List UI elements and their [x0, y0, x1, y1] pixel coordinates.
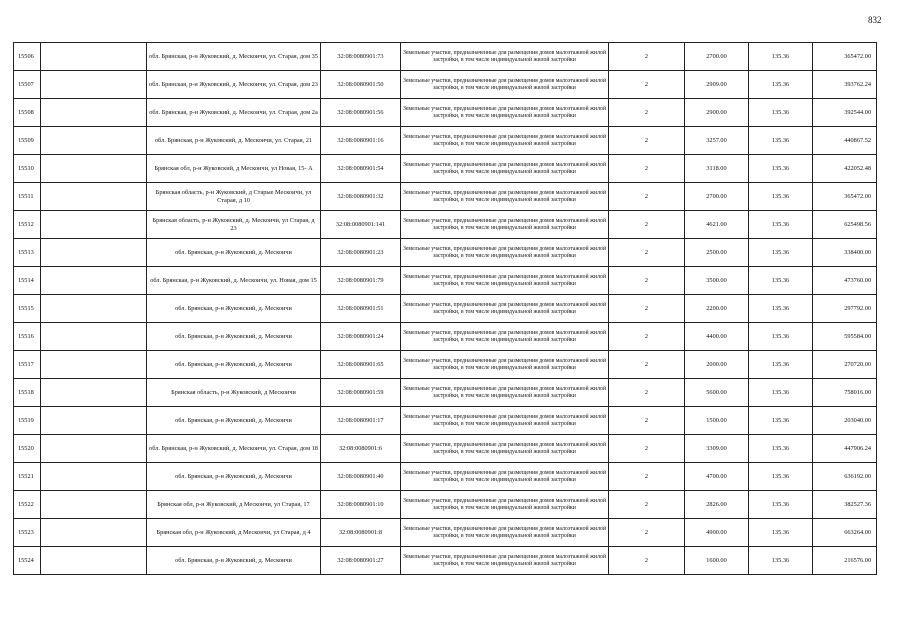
category-cell: 2 — [609, 379, 685, 407]
category-cell: 2 — [609, 519, 685, 547]
address-cell: обл. Брянская, р-н Жуковский, д. Мескоичи — [147, 323, 321, 351]
empty-cell — [41, 43, 147, 71]
cadastral-number-cell: 32:08:0080901:141 — [321, 211, 401, 239]
table-row — [14, 351, 877, 379]
cadastral-value-cell: 338400.00 — [813, 239, 877, 267]
cadastral-value-cell: 393762.24 — [813, 71, 877, 99]
cadastral-number-cell: 32:08:0080901:73 — [321, 43, 401, 71]
empty-cell — [41, 183, 147, 211]
rate-cell: 135.36 — [749, 323, 813, 351]
land-use-cell: Земельные участки, предназначенные для размещения домов малоэтажной жилой застройки, в том числе индивидуальной жилой застройки — [401, 463, 609, 491]
land-use-cell: Земельные участки, предназначенные для размещения домов малоэтажной жилой застройки, в том числе индивидуальной жилой застройки — [401, 211, 609, 239]
address-cell: обл. Брянская, р-н Жуковский, д. Мескоичи, ул. Новая, дом 15 — [147, 267, 321, 295]
cadastral-number-cell: 32:08:0080901:6 — [321, 435, 401, 463]
land-use-cell: Земельные участки, предназначенные для размещения домов малоэтажной жилой застройки, в том числе индивидуальной жилой застройки — [401, 435, 609, 463]
empty-cell — [41, 295, 147, 323]
land-use-cell: Земельные участки, предназначенные для размещения домов малоэтажной жилой застройки, в том числе индивидуальной жилой застройки — [401, 379, 609, 407]
cadastral-value-cell: 663264.00 — [813, 519, 877, 547]
area-cell: 2000.00 — [685, 351, 749, 379]
area-cell: 1500.00 — [685, 407, 749, 435]
record-number-cell: 15509 — [14, 127, 41, 155]
record-number-cell: 15514 — [14, 267, 41, 295]
address-cell: обл. Брянская, р-н Жуковский, д. Мескоичи — [147, 351, 321, 379]
area-cell: 4400.00 — [685, 323, 749, 351]
land-use-cell: Земельные участки, предназначенные для размещения домов малоэтажной жилой застройки, в том числе индивидуальной жилой застройки — [401, 183, 609, 211]
area-cell: 3309.00 — [685, 435, 749, 463]
category-cell: 2 — [609, 239, 685, 267]
land-use-cell: Земельные участки, предназначенные для размещения домов малоэтажной жилой застройки, в том числе индивидуальной жилой застройки — [401, 323, 609, 351]
empty-cell — [41, 323, 147, 351]
table-body — [14, 43, 877, 575]
land-register-table — [13, 42, 877, 575]
table-row — [14, 127, 877, 155]
land-use-cell: Земельные участки, предназначенные для размещения домов малоэтажной жилой застройки, в том числе индивидуальной жилой застройки — [401, 127, 609, 155]
address-cell: Брянская область, р-н Жуковский, д Мескоичи — [147, 379, 321, 407]
address-cell: обл. Брянская, р-н Жуковский, д. Мескоичи, ул. Старая, 21 — [147, 127, 321, 155]
area-cell: 3118.00 — [685, 155, 749, 183]
area-cell: 2200.00 — [685, 295, 749, 323]
rate-cell: 135.36 — [749, 379, 813, 407]
cadastral-number-cell: 32:08:0080901:16 — [321, 127, 401, 155]
address-cell: Брянская область, р-н Жуковский, д Старые Мескоичи, ул Старая, д 10 — [147, 183, 321, 211]
record-number-cell: 15510 — [14, 155, 41, 183]
category-cell: 2 — [609, 407, 685, 435]
record-number-cell: 15522 — [14, 491, 41, 519]
record-number-cell: 15524 — [14, 547, 41, 575]
table-row — [14, 239, 877, 267]
address-cell: Брянская обл, р-н Жуковский, д Мескоичи, ул Старая, д 4 — [147, 519, 321, 547]
cadastral-number-cell: 32:08:0080901:27 — [321, 547, 401, 575]
category-cell: 2 — [609, 211, 685, 239]
land-use-cell: Земельные участки, предназначенные для размещения домов малоэтажной жилой застройки, в том числе индивидуальной жилой застройки — [401, 43, 609, 71]
rate-cell: 135.36 — [749, 99, 813, 127]
record-number-cell: 15515 — [14, 295, 41, 323]
empty-cell — [41, 547, 147, 575]
empty-cell — [41, 407, 147, 435]
rate-cell: 135.36 — [749, 435, 813, 463]
page-number: 832 — [868, 15, 882, 25]
cadastral-number-cell: 32:08:0080901:54 — [321, 155, 401, 183]
area-cell: 4700.00 — [685, 463, 749, 491]
cadastral-number-cell: 32:08:0080901:8 — [321, 519, 401, 547]
category-cell: 2 — [609, 463, 685, 491]
category-cell: 2 — [609, 435, 685, 463]
rate-cell: 135.36 — [749, 351, 813, 379]
category-cell: 2 — [609, 491, 685, 519]
table-row — [14, 407, 877, 435]
cadastral-number-cell: 32:08:0080901:50 — [321, 71, 401, 99]
cadastral-value-cell: 595584.00 — [813, 323, 877, 351]
table-row — [14, 491, 877, 519]
empty-cell — [41, 155, 147, 183]
land-use-cell: Земельные участки, предназначенные для размещения домов малоэтажной жилой застройки, в том числе индивидуальной жилой застройки — [401, 71, 609, 99]
land-use-cell: Земельные участки, предназначенные для размещения домов малоэтажной жилой застройки, в том числе индивидуальной жилой застройки — [401, 239, 609, 267]
land-use-cell: Земельные участки, предназначенные для размещения домов малоэтажной жилой застройки, в том числе индивидуальной жилой застройки — [401, 99, 609, 127]
address-cell: Брянская обл, р-н Жуковский, д Мескоичи, ул Новая, 15- А — [147, 155, 321, 183]
cadastral-value-cell: 447906.24 — [813, 435, 877, 463]
record-number-cell: 15512 — [14, 211, 41, 239]
cadastral-value-cell: 440867.52 — [813, 127, 877, 155]
area-cell: 2909.00 — [685, 71, 749, 99]
rate-cell: 135.36 — [749, 155, 813, 183]
cadastral-value-cell: 422052.48 — [813, 155, 877, 183]
address-cell: обл. Брянская, р-н Жуковский, д. Мескоичи — [147, 407, 321, 435]
table-row — [14, 379, 877, 407]
area-cell: 2500.00 — [685, 239, 749, 267]
land-use-cell: Земельные участки, предназначенные для размещения домов малоэтажной жилой застройки, в том числе индивидуальной жилой застройки — [401, 491, 609, 519]
cadastral-number-cell: 32:08:0080901:17 — [321, 407, 401, 435]
rate-cell: 135.36 — [749, 239, 813, 267]
address-cell: обл. Брянская, р-н Жуковский, д. Мескоичи — [147, 547, 321, 575]
table-row — [14, 43, 877, 71]
address-cell: обл. Брянская, р-н Жуковский, д. Мескоичи, ул. Старая, дом 18 — [147, 435, 321, 463]
table-row — [14, 323, 877, 351]
category-cell: 2 — [609, 183, 685, 211]
empty-cell — [41, 211, 147, 239]
land-use-cell: Земельные участки, предназначенные для размещения домов малоэтажной жилой застройки, в том числе индивидуальной жилой застройки — [401, 519, 609, 547]
empty-cell — [41, 351, 147, 379]
cadastral-value-cell: 382527.36 — [813, 491, 877, 519]
address-cell: Брянская обл, р-н Жуковский, д Мескоичи, ул Старая, 17 — [147, 491, 321, 519]
empty-cell — [41, 239, 147, 267]
area-cell: 5600.00 — [685, 379, 749, 407]
cadastral-number-cell: 32:08:0080901:40 — [321, 463, 401, 491]
address-cell: обл. Брянская, р-н Жуковский, д. Мескоичи, ул. Старая, дом 23 — [147, 71, 321, 99]
record-number-cell: 15518 — [14, 379, 41, 407]
cadastral-value-cell: 625498.56 — [813, 211, 877, 239]
record-number-cell: 15516 — [14, 323, 41, 351]
cadastral-number-cell: 32:08:0080901:51 — [321, 295, 401, 323]
area-cell: 3500.00 — [685, 267, 749, 295]
category-cell: 2 — [609, 99, 685, 127]
record-number-cell: 15507 — [14, 71, 41, 99]
empty-cell — [41, 463, 147, 491]
category-cell: 2 — [609, 295, 685, 323]
empty-cell — [41, 71, 147, 99]
land-use-cell: Земельные участки, предназначенные для размещения домов малоэтажной жилой застройки, в том числе индивидуальной жилой застройки — [401, 155, 609, 183]
land-use-cell: Земельные участки, предназначенные для размещения домов малоэтажной жилой застройки, в том числе индивидуальной жилой застройки — [401, 351, 609, 379]
cadastral-number-cell: 32:08:0080901:79 — [321, 267, 401, 295]
cadastral-number-cell: 32:08:0080901:23 — [321, 239, 401, 267]
cadastral-value-cell: 216576.00 — [813, 547, 877, 575]
rate-cell: 135.36 — [749, 407, 813, 435]
table-row — [14, 435, 877, 463]
rate-cell: 135.36 — [749, 295, 813, 323]
empty-cell — [41, 379, 147, 407]
area-cell: 2900.00 — [685, 99, 749, 127]
record-number-cell: 15517 — [14, 351, 41, 379]
address-cell: обл. Брянская, р-н Жуковский, д. Мескоичи, ул. Старая, дом 35 — [147, 43, 321, 71]
record-number-cell: 15508 — [14, 99, 41, 127]
cadastral-value-cell: 636192.00 — [813, 463, 877, 491]
empty-cell — [41, 267, 147, 295]
cadastral-value-cell: 203040.00 — [813, 407, 877, 435]
category-cell: 2 — [609, 547, 685, 575]
land-use-cell: Земельные участки, предназначенные для размещения домов малоэтажной жилой застройки, в том числе индивидуальной жилой застройки — [401, 267, 609, 295]
category-cell: 2 — [609, 127, 685, 155]
cadastral-value-cell: 473760.00 — [813, 267, 877, 295]
empty-cell — [41, 519, 147, 547]
rate-cell: 135.36 — [749, 519, 813, 547]
cadastral-value-cell: 392544.00 — [813, 99, 877, 127]
category-cell: 2 — [609, 323, 685, 351]
rate-cell: 135.36 — [749, 547, 813, 575]
rate-cell: 135.36 — [749, 211, 813, 239]
record-number-cell: 15519 — [14, 407, 41, 435]
record-number-cell: 15523 — [14, 519, 41, 547]
rate-cell: 135.36 — [749, 43, 813, 71]
record-number-cell: 15506 — [14, 43, 41, 71]
area-cell: 2826.00 — [685, 491, 749, 519]
address-cell: обл. Брянская, р-н Жуковский, д. Мескоичи — [147, 463, 321, 491]
table-row — [14, 547, 877, 575]
area-cell: 4900.00 — [685, 519, 749, 547]
table-row — [14, 519, 877, 547]
category-cell: 2 — [609, 155, 685, 183]
area-cell: 2700.00 — [685, 183, 749, 211]
rate-cell: 135.36 — [749, 463, 813, 491]
area-cell: 4621.00 — [685, 211, 749, 239]
cadastral-value-cell: 365472.00 — [813, 183, 877, 211]
area-cell: 2700.00 — [685, 43, 749, 71]
record-number-cell: 15521 — [14, 463, 41, 491]
cadastral-number-cell: 32:08:0080901:32 — [321, 183, 401, 211]
category-cell: 2 — [609, 351, 685, 379]
area-cell: 3257.00 — [685, 127, 749, 155]
rate-cell: 135.36 — [749, 491, 813, 519]
address-cell: обл. Брянская, р-н Жуковский, д. Мескоичи, ул. Старая, дом 2а — [147, 99, 321, 127]
cadastral-number-cell: 32:08:0080901:10 — [321, 491, 401, 519]
address-cell: обл. Брянская, р-н Жуковский, д. Мескоичи — [147, 239, 321, 267]
cadastral-number-cell: 32:08:0080901:65 — [321, 351, 401, 379]
rate-cell: 135.36 — [749, 71, 813, 99]
empty-cell — [41, 127, 147, 155]
area-cell: 1600.00 — [685, 547, 749, 575]
table-row — [14, 155, 877, 183]
land-use-cell: Земельные участки, предназначенные для размещения домов малоэтажной жилой застройки, в том числе индивидуальной жилой застройки — [401, 547, 609, 575]
category-cell: 2 — [609, 71, 685, 99]
record-number-cell: 15511 — [14, 183, 41, 211]
rate-cell: 135.36 — [749, 267, 813, 295]
table-row — [14, 295, 877, 323]
empty-cell — [41, 491, 147, 519]
land-use-cell: Земельные участки, предназначенные для размещения домов малоэтажной жилой застройки, в том числе индивидуальной жилой застройки — [401, 407, 609, 435]
cadastral-value-cell: 365472.00 — [813, 43, 877, 71]
address-cell: Брянская область, р-н Жуковский, д. Мескоичи, ул Старая, д 23 — [147, 211, 321, 239]
cadastral-value-cell: 270720.00 — [813, 351, 877, 379]
table-row — [14, 99, 877, 127]
category-cell: 2 — [609, 43, 685, 71]
cadastral-number-cell: 32:08:0080901:59 — [321, 379, 401, 407]
table-row — [14, 463, 877, 491]
address-cell: обл. Брянская, р-н Жуковский, д. Мескоичи — [147, 295, 321, 323]
rate-cell: 135.36 — [749, 127, 813, 155]
empty-cell — [41, 435, 147, 463]
record-number-cell: 15520 — [14, 435, 41, 463]
table-row — [14, 183, 877, 211]
category-cell: 2 — [609, 267, 685, 295]
rate-cell: 135.36 — [749, 183, 813, 211]
table-row — [14, 267, 877, 295]
cadastral-number-cell: 32:08:0080901:24 — [321, 323, 401, 351]
cadastral-value-cell: 758016.00 — [813, 379, 877, 407]
table-row — [14, 211, 877, 239]
cadastral-number-cell: 32:08:0080901:56 — [321, 99, 401, 127]
cadastral-value-cell: 297792.00 — [813, 295, 877, 323]
table-row — [14, 71, 877, 99]
empty-cell — [41, 99, 147, 127]
land-use-cell: Земельные участки, предназначенные для размещения домов малоэтажной жилой застройки, в том числе индивидуальной жилой застройки — [401, 295, 609, 323]
record-number-cell: 15513 — [14, 239, 41, 267]
